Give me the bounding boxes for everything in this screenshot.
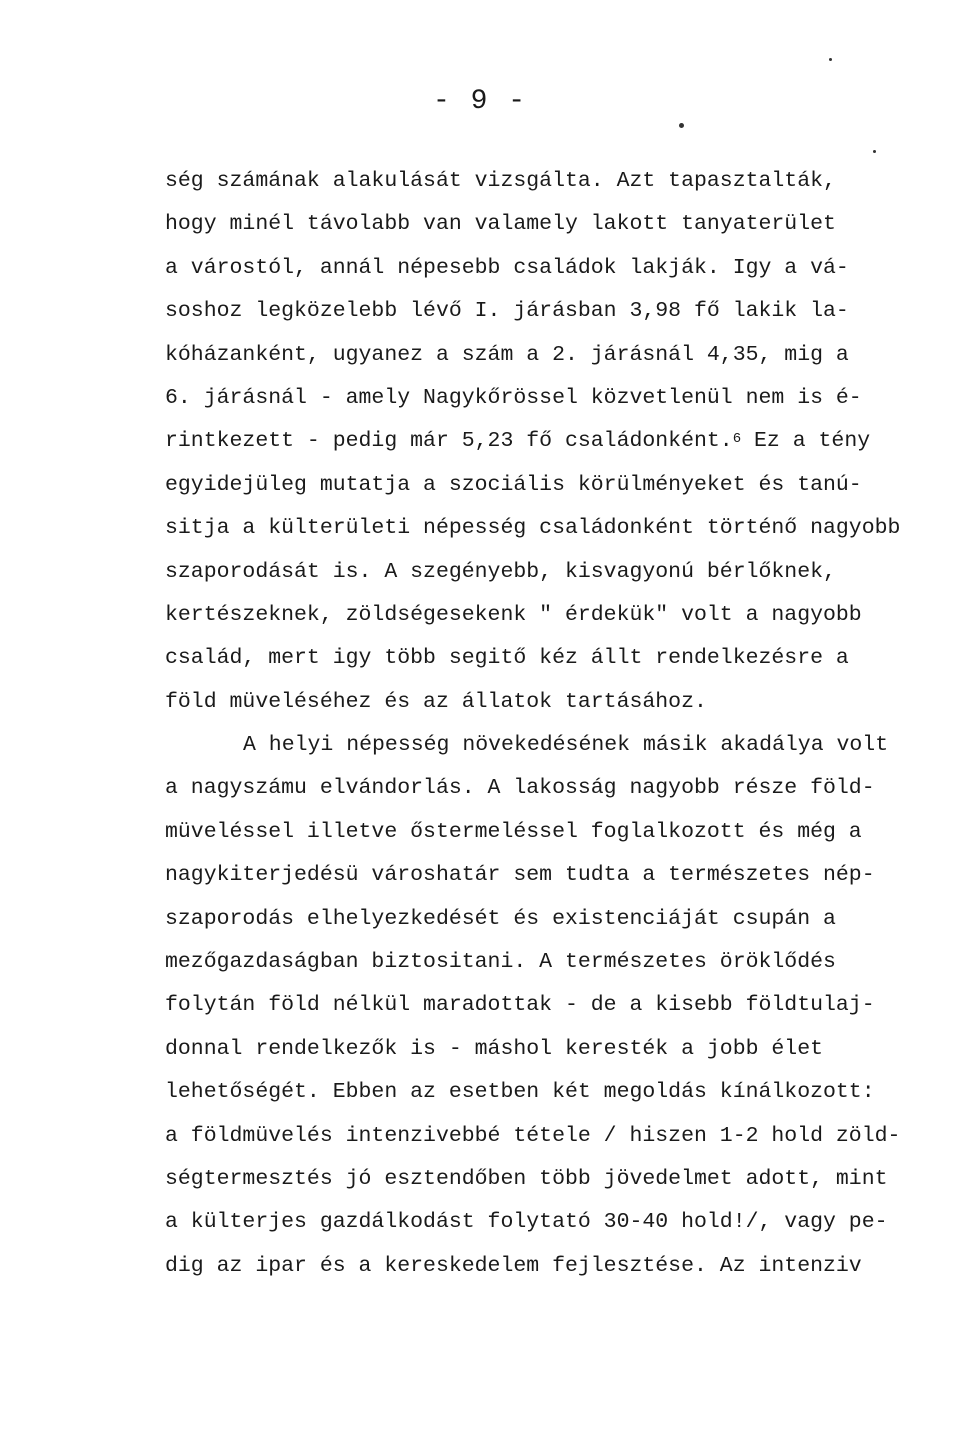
text-line: a várostól, annál népesebb családok lakják. Igy a vá- — [165, 255, 849, 280]
body-text — [165, 160, 925, 1288]
text-line: a földmüvelés intenzivebbé tétele / hiszen 1-2 hold zöld- — [165, 1123, 901, 1148]
text-line: a nagyszámu elvándorlás. A lakosság nagyobb része föld- — [165, 776, 875, 801]
text-line: szaporodását is. A szegényebb, kisvagyonú bérlőknek, — [165, 559, 836, 584]
text-line: szaporodás elhelyezkedését és existenciáját csupán a — [165, 906, 836, 931]
text-line: ség számának alakulását vizsgálta. Azt tapasztalták, — [165, 169, 836, 193]
text-line: hogy minél távolabb van valamely lakott tanyaterület — [165, 212, 836, 237]
text-line: sitja a külterületi népesség családonként történő nagyobb — [165, 516, 901, 541]
text-line: föld müveléséhez és az állatok tartásához. — [165, 689, 707, 714]
text-line: kertészeknek, zöldségesekenk " érdekük" volt a nagyobb — [165, 602, 862, 627]
text-line: ségtermesztés jó esztendőben több jövedelmet adott, mint — [165, 1166, 888, 1191]
page-number: - 9 - — [432, 86, 527, 117]
text-line: donnal rendelkezők is - máshol keresték a jobb élet — [165, 1036, 824, 1061]
footnote-reference: 6 — [732, 431, 742, 448]
scan-speck — [829, 58, 832, 61]
text-line: mezőgazdaságban biztositani. A természetes öröklődés — [165, 950, 836, 975]
text-line: egyidejüleg mutatja a szociális körülményeket és tanú- — [165, 472, 862, 497]
text-line: a külterjes gazdálkodást folytató 30-40 hold!/, vagy pe- — [165, 1210, 888, 1235]
text-line-end: Ez a tény — [741, 429, 871, 454]
text-line: kóházanként, ugyanez a szám a 2. járásnál 4,35, mig a — [165, 342, 849, 367]
text-line: 6. járásnál - amely Nagykőrössel közvetlenül nem is é- — [165, 385, 862, 410]
text-line: család, mert igy több segitő kéz állt rendelkezésre a — [165, 646, 849, 671]
text-line: soshoz legközelebb lévő I. járásban 3,98 fő lakik la- — [165, 299, 849, 324]
text-line: nagykiterjedésü városhatár sem tudta a természetes nép- — [165, 863, 875, 888]
scan-speck — [679, 123, 684, 128]
scan-speck — [873, 150, 876, 153]
text-line: lehetőségét. Ebben az esetben két megoldás kínálkozott: — [165, 1080, 875, 1105]
text-line: müveléssel illetve őstermeléssel foglalkozott és még a — [165, 819, 862, 844]
text-line: dig az ipar és a kereskedelem fejlesztése. Az intenziv — [165, 1253, 862, 1278]
text-line: folytán föld nélkül maradottak - de a kisebb földtulaj- — [165, 993, 875, 1018]
paragraph-start-line: A helyi népesség növekedésének másik akadálya volt — [243, 733, 889, 758]
text-line-start: rintkezett - pedig már 5,23 fő családonként. — [165, 429, 733, 454]
text-line-with-footnote — [165, 420, 925, 463]
